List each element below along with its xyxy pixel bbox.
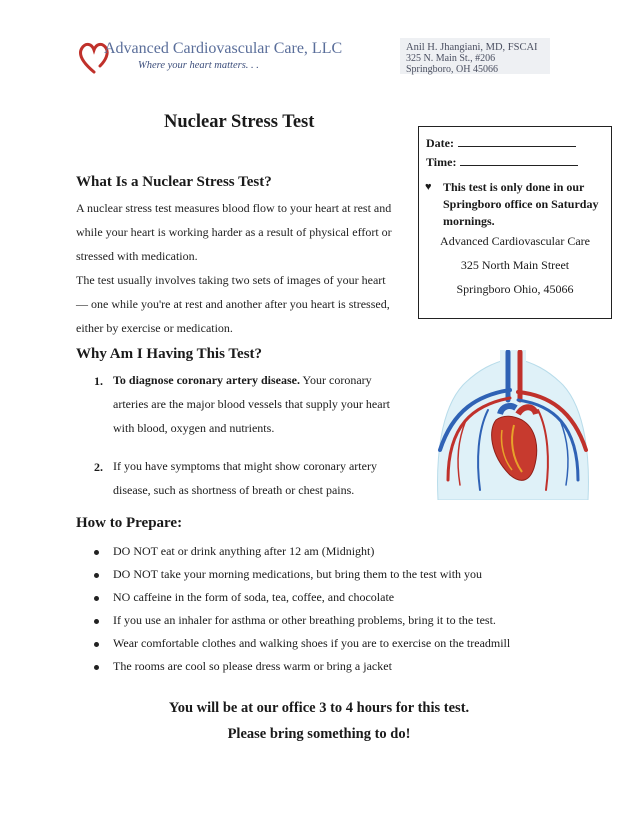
- logo-tagline: Where your heart matters. . .: [138, 60, 259, 71]
- office-address-line1: Advanced Cardiovascular Care: [440, 234, 590, 248]
- time-field: [426, 154, 578, 170]
- company-logo: [78, 38, 343, 80]
- why-item-2-line2: disease, such as shortness of breath or chest pains.: [113, 483, 355, 497]
- page-title: Nuclear Stress Test: [164, 112, 315, 132]
- doctor-address-line2: Springboro, OH 45066: [406, 64, 498, 75]
- paragraph-line: The test usually involves taking two sets of images of your heart: [76, 273, 386, 287]
- why-item-1-line2: arteries are the major blood vessels that supply your heart: [113, 397, 390, 411]
- doctor-address-line1: 325 N. Main St., #206: [406, 53, 496, 64]
- why-item-1: [113, 368, 390, 440]
- bullet-text: Wear comfortable clothes and walking shoes if you are to exercise on the treadmill: [113, 636, 511, 650]
- heart-anatomy-illustration: [418, 350, 608, 500]
- appointment-box: [418, 126, 612, 319]
- what-paragraph-1: [76, 196, 392, 268]
- why-item-1-rest: Your coronary: [300, 373, 372, 387]
- saturday-note-text: This test is only done in our Springboro office on Saturday mornings.: [443, 180, 599, 228]
- office-address-line3: Springboro Ohio, 45066: [456, 282, 574, 296]
- paragraph-line: stressed with medication.: [76, 249, 198, 263]
- list-number: 1.: [94, 374, 103, 388]
- time-blank-line: [460, 154, 578, 166]
- date-field: [426, 135, 576, 151]
- bullet-text: If you use an inhaler for asthma or other breathing problems, bring it to the test.: [113, 613, 496, 627]
- bullet-text: DO NOT take your morning medications, but bring them to the test with you: [113, 567, 483, 581]
- bullet-dot-icon: [94, 550, 99, 555]
- paragraph-line: either by exercise or medication.: [76, 321, 233, 335]
- paragraph-line: — one while you're at rest and another after you heart is stressed,: [76, 297, 390, 311]
- why-item-2-line1: If you have symptoms that might show coronary artery: [113, 459, 377, 473]
- time-label: Time:: [426, 155, 457, 169]
- bring-something-notice: Please bring something to do!: [227, 726, 411, 742]
- why-item-2: [113, 454, 377, 502]
- list-number: 2.: [94, 460, 103, 474]
- date-label: Date:: [426, 136, 454, 150]
- bullet-dot-icon: [94, 642, 99, 647]
- bullet-text: NO caffeine in the form of soda, tea, coffee, and chocolate: [113, 590, 395, 604]
- what-heading: What Is a Nuclear Stress Test?: [76, 174, 272, 190]
- doctor-name: Anil H. Jhangiani, MD, FSCAI: [406, 42, 538, 53]
- why-item-1-line3: with blood, oxygen and nutrients.: [113, 421, 275, 435]
- bullet-dot-icon: [94, 573, 99, 578]
- doctor-info-block: [400, 38, 550, 74]
- duration-notice: You will be at our office 3 to 4 hours for this test.: [168, 700, 470, 716]
- why-heading: Why Am I Having This Test?: [76, 346, 263, 362]
- heart-bullet-icon: ♥: [425, 181, 432, 193]
- bullet-text: DO NOT eat or drink anything after 12 am (Midnight): [113, 544, 375, 558]
- bullet-dot-icon: [94, 596, 99, 601]
- what-paragraph-2: [76, 268, 390, 340]
- bullet-dot-icon: [94, 665, 99, 670]
- office-address-line2: 325 North Main Street: [460, 258, 570, 272]
- paragraph-line: A nuclear stress test measures blood flow to your heart at rest and: [76, 201, 392, 215]
- why-item-1-line1: [113, 368, 390, 392]
- date-blank-line: [458, 135, 576, 147]
- paragraph-line: while your heart is working harder as a result of physical effort or: [76, 225, 392, 239]
- prepare-heading: How to Prepare:: [76, 515, 183, 531]
- bullet-text: The rooms are cool so please dress warm or bring a jacket: [113, 659, 392, 673]
- bullet-dot-icon: [94, 619, 99, 624]
- logo-company-name: Advanced Cardiovascular Care, LLC: [104, 40, 343, 57]
- why-item-1-bold: To diagnose coronary artery disease.: [113, 373, 300, 387]
- saturday-note: [425, 179, 607, 230]
